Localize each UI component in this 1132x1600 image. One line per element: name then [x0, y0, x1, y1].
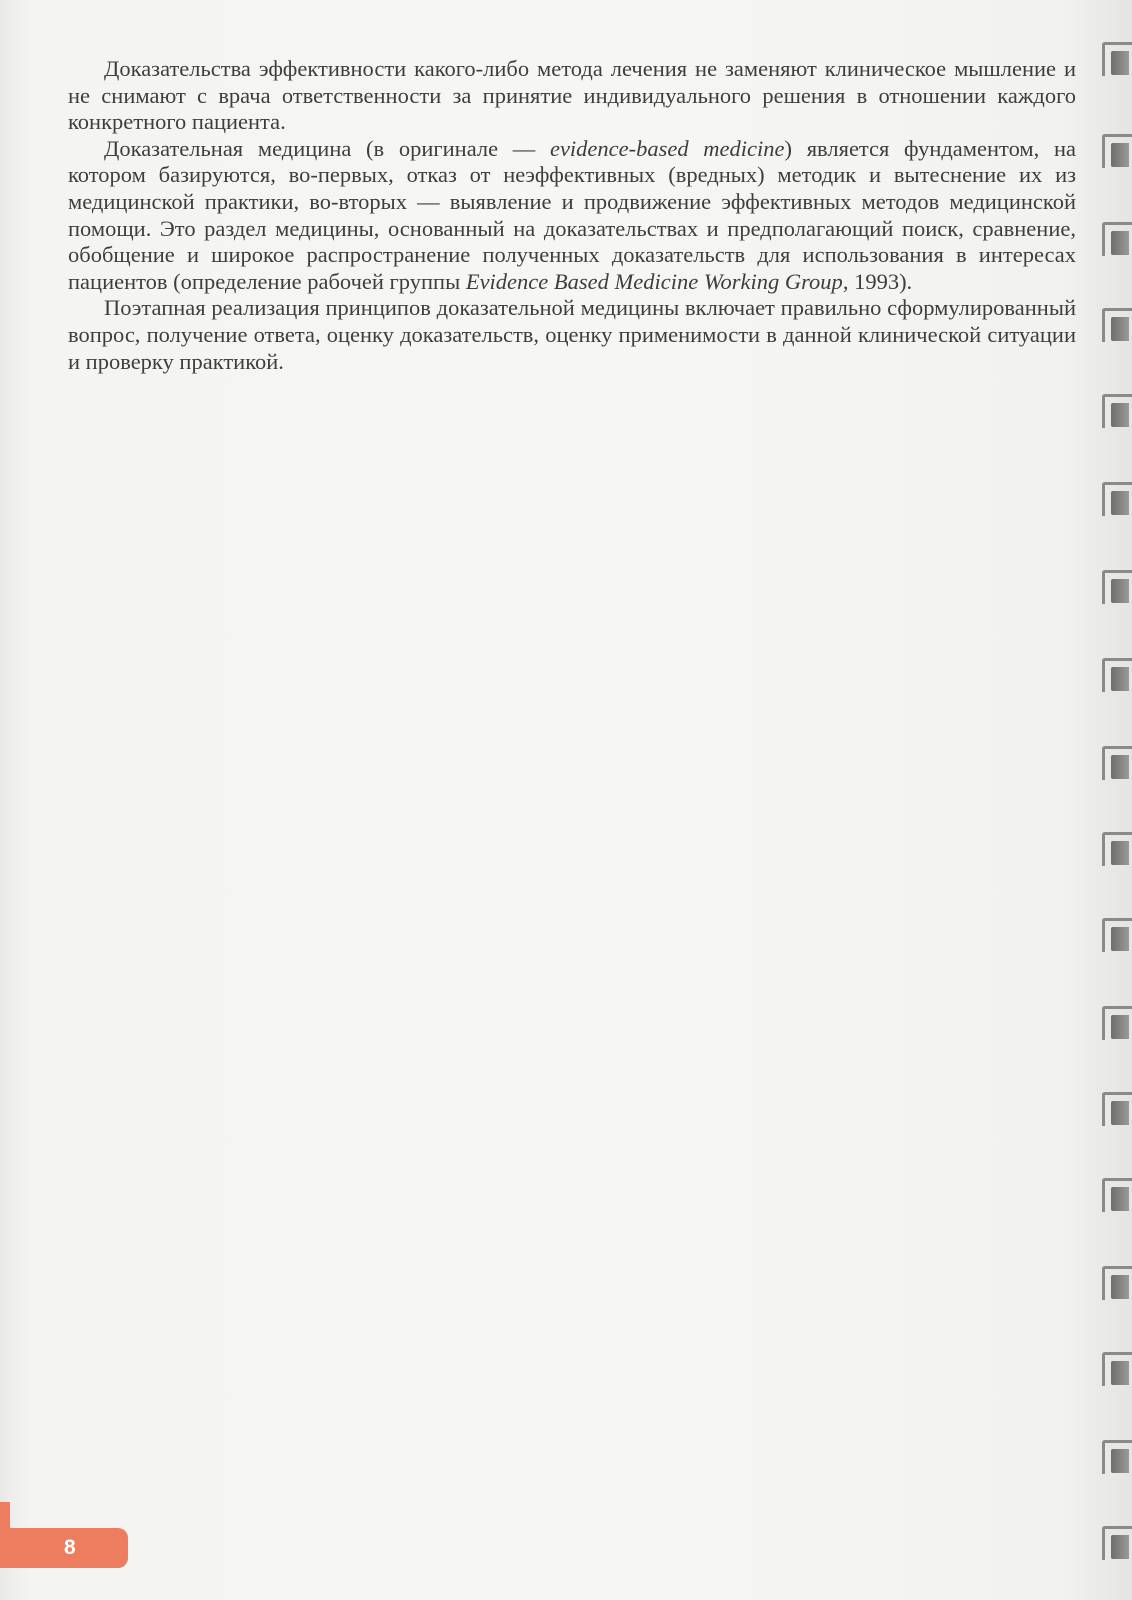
paragraph-1: Доказательства эффективности какого-либо метода лечения не заменяют клиническое мышление и не снимают с врача ответственности за принятие индивидуального решения в отношении каждого конкретного пациента. [68, 56, 1076, 135]
paragraph-3: Поэтапная реализация принципов доказательной медицины включает правильно сформулированный вопрос, получение ответа, оценку доказательств, оценку применимости в данной клинической ситуации и проверку практикой. [68, 295, 1076, 374]
binding-ring [1102, 482, 1132, 516]
paragraph-2-part-2: ) является фундаментом, на котором базируются, во-первых, отказ от неэффективных (вредных) методик и вытеснение их из медицинской практики, во-вторых — выявление и продвижение эффективных методов медицинской помощи. Это раздел медицины, основанный на доказательствах и предполагающий поиск, сравнение, обобщение и широкое распространение полученных доказательств для использования в интересах пациентов (определение рабочей группы [68, 135, 1076, 294]
paragraph-2-part-3: , 1993). [842, 268, 913, 294]
paragraph-2-italic-source: Evidence Based Medicine Working Group [465, 268, 843, 294]
binding-ring [1102, 394, 1132, 428]
spiral-binding [1100, 30, 1132, 1590]
paragraph-2 [68, 136, 1076, 296]
binding-ring [1102, 134, 1132, 168]
binding-ring [1102, 832, 1132, 866]
binding-ring [1102, 1006, 1132, 1040]
binding-ring [1102, 1440, 1132, 1474]
page-number-tab [0, 1528, 128, 1568]
binding-ring [1102, 918, 1132, 952]
paragraph-2-part-1: Доказательная медицина (в оригинале — [104, 135, 550, 161]
binding-ring [1102, 42, 1132, 76]
binding-ring [1102, 1178, 1132, 1212]
binding-ring [1102, 746, 1132, 780]
paragraph-2-italic-term: evidence-based medicine [549, 135, 785, 161]
binding-ring [1102, 222, 1132, 256]
binding-ring [1102, 1526, 1132, 1560]
binding-ring [1102, 570, 1132, 604]
binding-ring [1102, 658, 1132, 692]
body-text [68, 56, 1076, 375]
binding-ring [1102, 1266, 1132, 1300]
binding-ring [1102, 1352, 1132, 1386]
binding-ring [1102, 308, 1132, 342]
page-number: 8 [64, 1536, 76, 1559]
binding-ring [1102, 1092, 1132, 1126]
